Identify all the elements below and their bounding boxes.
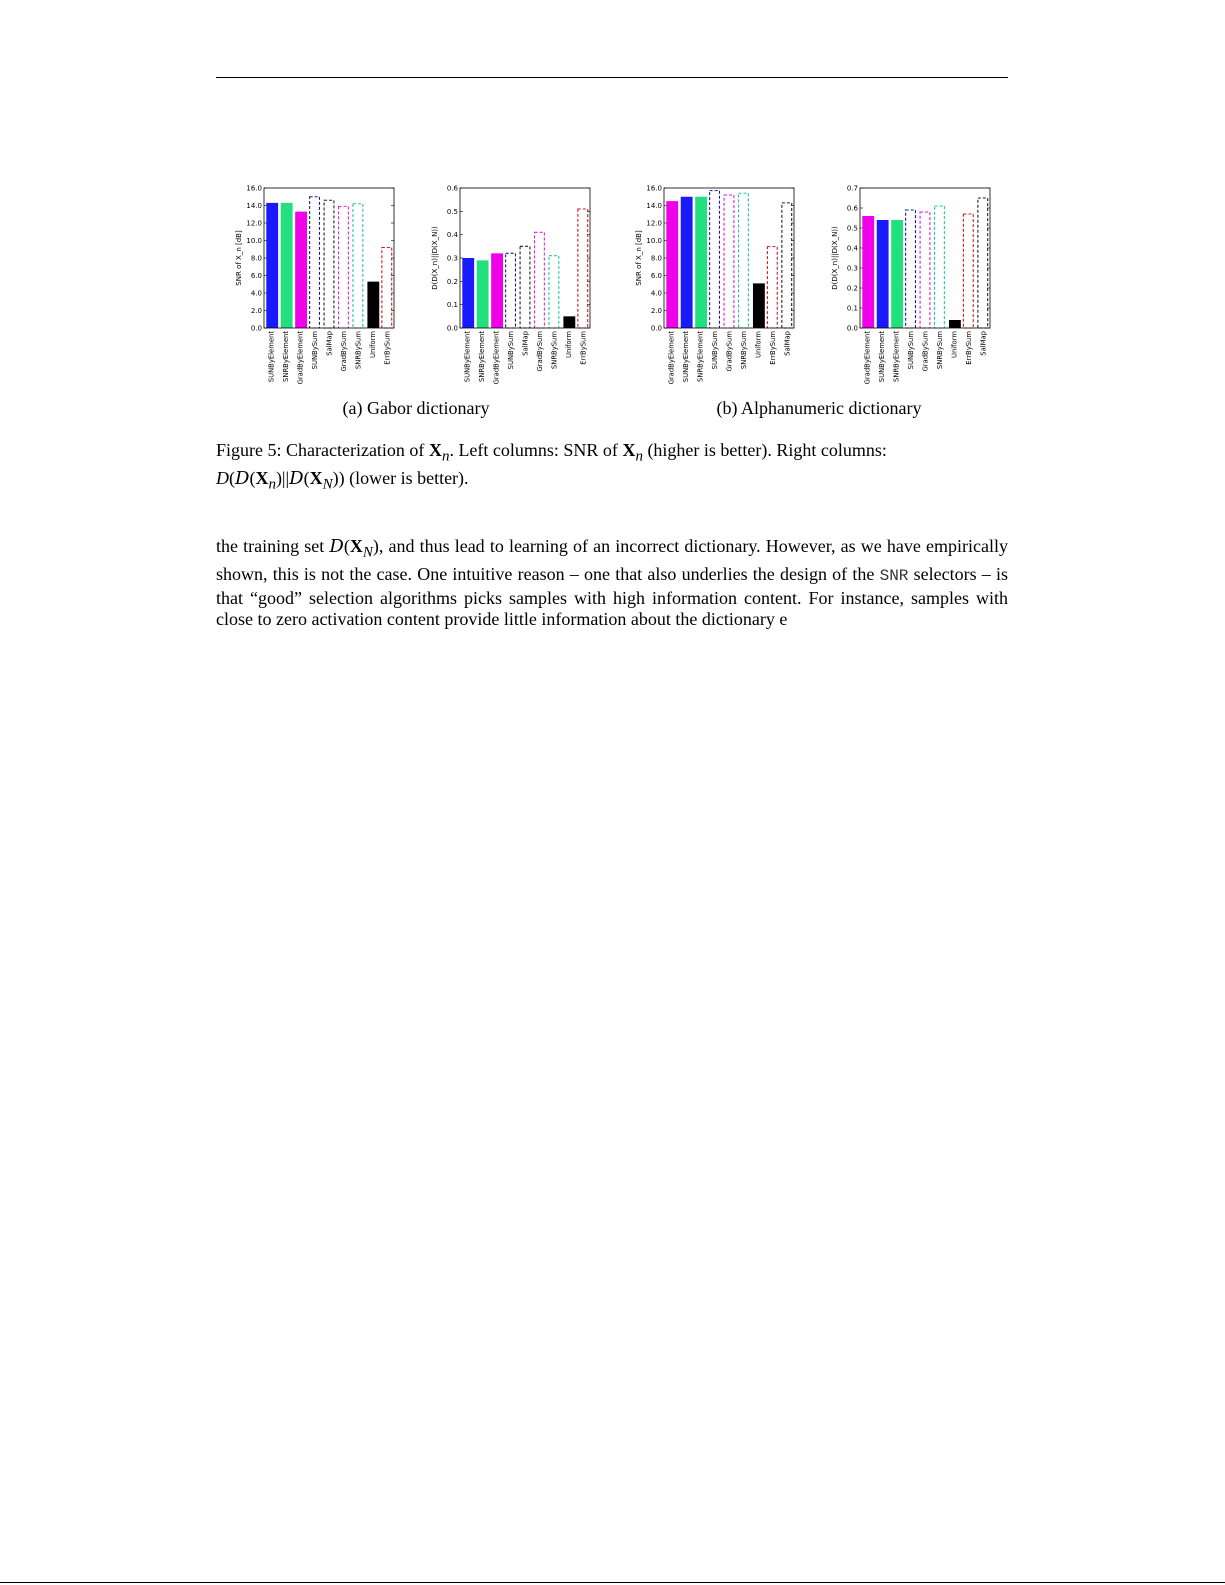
bar-snrbyelement: [281, 203, 293, 328]
y-tick-label: 0.5: [846, 224, 858, 233]
x-tick-label-snrbyelement: SNRByElement: [696, 331, 705, 382]
caption-math-cald2: D: [289, 467, 304, 489]
x-tick-label-sunbyelement: SUNByElement: [682, 331, 691, 383]
bar-sunbyelement: [462, 258, 474, 328]
bar-gradbyelement: [666, 201, 678, 328]
bar-uniform: [949, 320, 961, 328]
x-tick-label-salmap: SalMap: [325, 331, 334, 356]
y-tick-label: 0.4: [846, 244, 858, 253]
bar-snrbyelement: [695, 197, 707, 328]
x-tick-label-sunbysum: SUNBySum: [507, 331, 516, 370]
x-tick-label-gradbysum: GradBySum: [921, 331, 930, 372]
x-tick-label-gradbyelement: GradByElement: [492, 331, 501, 385]
caption-math-x: X: [428, 440, 442, 460]
x-tick-label-snrbyelement: SNRByElement: [892, 331, 901, 382]
subcaption-b: (b) Alphanumeric dictionary: [716, 398, 922, 418]
x-tick-label-gradbyelement: GradByElement: [667, 331, 676, 385]
caption-text-1: Characterization of: [286, 440, 425, 460]
y-tick-label: 0.5: [446, 207, 458, 216]
bar-snrbysum: [739, 193, 749, 328]
x-tick-label-snrbysum: SNRBySum: [354, 331, 363, 370]
body-math-cald: D: [329, 536, 344, 557]
caption-text-4: (lower is better).: [349, 467, 469, 488]
bar-sunbyelement: [681, 197, 693, 328]
y-tick-label: 2.0: [250, 307, 262, 315]
y-tick-label: 0.0: [446, 324, 458, 333]
y-tick-label: 0.6: [846, 204, 858, 213]
body-text-3: selectors – is that “good” selection algorithms picks samples with high information content. For instance, samples with close to zero activation content provide little information about the dictionary e: [216, 564, 1009, 630]
x-tick-label-snrbyelement: SNRByElement: [282, 331, 291, 382]
y-axis-label: D(D(X_n)||D(X_N)): [831, 226, 839, 290]
bar-errbysum: [767, 247, 777, 328]
x-tick-label-sunbysum: SUNBySum: [711, 331, 720, 370]
bar-sunbyelement: [266, 203, 278, 328]
x-tick-label-uniform: Uniform: [754, 331, 763, 359]
subcaption-a: (a) Gabor dictionary: [342, 398, 490, 418]
x-tick-label-errbysum: ErrBySum: [579, 331, 588, 365]
bar-snrbyelement: [477, 260, 489, 328]
y-tick-label: 0.4: [446, 231, 458, 240]
x-tick-label-sunbysum: SUNBySum: [907, 331, 916, 370]
bar-gradbyelement: [295, 212, 307, 328]
chart-gabor-snr: [232, 178, 422, 400]
y-tick-label: 0.3: [446, 254, 458, 263]
y-tick-label: 6.0: [250, 272, 262, 280]
y-tick-label: 0.0: [846, 324, 858, 333]
y-tick-label: 16.0: [646, 184, 662, 193]
x-tick-label-snrbysum: SNRBySum: [550, 331, 559, 370]
body-math-x: X: [349, 536, 363, 556]
y-tick-label: 10.0: [646, 237, 662, 245]
bar-snrbysum: [549, 256, 559, 328]
x-tick-label-errbysum: ErrBySum: [383, 331, 392, 365]
y-axis-label: D(D(X_n)||D(X_N)): [431, 226, 439, 290]
bar-gradbysum: [920, 212, 930, 328]
y-tick-label: 8.0: [650, 254, 662, 263]
caption-math-bign: N: [322, 476, 333, 493]
bar-snrbysum: [353, 204, 363, 328]
x-tick-label-gradbyelement: GradByElement: [863, 331, 872, 385]
header-rule: [216, 77, 1008, 78]
body-text-2: , and thus lead to learning of an incorrect dictionary. However, as we have empirically shown, this is not the case. One intuitive reason – one that also underlies the design of the: [216, 536, 1008, 585]
y-axis-label: SNR of X_n [dB]: [635, 230, 643, 286]
caption-math-x4: X: [309, 467, 323, 488]
x-tick-label-gradbyelement: GradByElement: [296, 331, 305, 385]
caption-math-x2: X: [622, 440, 636, 460]
body-paragraph: the training set $D(X_N)$, and thus lead to learning of an incorrect dictionary. However, as we have empirically shown, this is not the case. One intuitive reason – one that also underlies the design of the SNR selectors – is that “good” selection algorithms picks samples with high information content. For instance, samples with close to zero activation content provide little information about the dictionary e: [216, 536, 1009, 630]
x-tick-label-gradbysum: GradBySum: [535, 331, 544, 372]
body-snr-mono: SNR: [879, 567, 909, 586]
x-tick-label-uniform: Uniform: [368, 331, 377, 359]
x-tick-label-uniform: Uniform: [950, 331, 959, 359]
x-tick-label-snrbysum: SNRBySum: [935, 331, 944, 370]
y-tick-label: 0.1: [446, 301, 458, 310]
bar-errbysum: [382, 248, 392, 329]
y-tick-label: 2.0: [650, 307, 662, 315]
y-tick-label: 14.0: [246, 202, 262, 210]
chart-alnum-divergence: [828, 178, 1018, 400]
bar-gradbysum: [535, 232, 545, 328]
y-tick-label: 0.3: [846, 264, 858, 273]
x-tick-label-sunbyelement: SUNByElement: [267, 331, 276, 383]
bar-gradbysum: [724, 195, 734, 328]
y-tick-label: 8.0: [250, 254, 262, 263]
bar-uniform: [753, 283, 765, 328]
caption-text-2: . Left columns: SNR of: [449, 440, 618, 460]
x-tick-label-uniform: Uniform: [564, 331, 573, 359]
bar-sunbysum: [310, 197, 320, 328]
bar-gradbyelement: [862, 216, 874, 328]
bar-salmap: [782, 203, 792, 328]
y-tick-label: 12.0: [646, 219, 662, 228]
bar-snrbyelement: [891, 220, 903, 328]
x-tick-label-gradbysum: GradBySum: [725, 331, 734, 372]
y-tick-label: 0.7: [846, 184, 858, 193]
x-tick-label-errbysum: ErrBySum: [964, 331, 973, 365]
y-tick-label: 12.0: [246, 219, 262, 228]
y-tick-label: 4.0: [250, 289, 262, 298]
bar-uniform: [563, 316, 575, 328]
bar-sunbyelement: [877, 220, 889, 328]
caption-math-d: D: [216, 467, 229, 488]
y-tick-label: 10.0: [246, 237, 262, 245]
bar-errbysum: [578, 209, 588, 328]
x-tick-label-snrbysum: SNRBySum: [739, 331, 748, 370]
bar-salmap: [978, 198, 988, 328]
bar-errbysum: [963, 214, 973, 328]
bar-salmap: [520, 246, 530, 328]
x-tick-label-snrbyelement: SNRByElement: [478, 331, 487, 382]
bar-gradbyelement: [491, 253, 503, 328]
x-tick-label-salmap: SalMap: [783, 331, 792, 356]
caption-math-x3: X: [255, 467, 269, 488]
x-tick-label-sunbyelement: SUNByElement: [463, 331, 472, 383]
footer-rule: [0, 1582, 1225, 1583]
y-axis-label: SNR of X_n [dB]: [235, 230, 243, 286]
x-tick-label-sunbysum: SUNBySum: [311, 331, 320, 370]
caption-math-cald: D: [235, 467, 250, 489]
bar-salmap: [324, 200, 334, 328]
x-tick-label-sunbyelement: SUNByElement: [878, 331, 887, 383]
x-tick-label-gradbysum: GradBySum: [339, 331, 348, 372]
chart-alnum-snr: [632, 178, 822, 400]
y-tick-label: 0.0: [250, 324, 262, 333]
caption-label: Figure 5:: [216, 440, 282, 460]
caption-math-n2: n: [635, 448, 643, 465]
bar-sunbysum: [710, 191, 720, 328]
y-tick-label: 0.6: [446, 184, 458, 193]
caption-math-n3: n: [268, 476, 276, 493]
caption-math-n: n: [441, 448, 450, 465]
x-tick-label-errbysum: ErrBySum: [768, 331, 777, 365]
x-tick-label-salmap: SalMap: [521, 331, 530, 356]
bar-sunbysum: [906, 210, 916, 328]
y-tick-label: 6.0: [650, 272, 662, 280]
bar-gradbysum: [339, 206, 349, 328]
bar-sunbysum: [506, 253, 516, 328]
y-tick-label: 14.0: [646, 202, 662, 210]
x-tick-label-salmap: SalMap: [979, 331, 988, 356]
chart-gabor-divergence: [428, 178, 618, 400]
y-tick-label: 0.2: [446, 277, 458, 286]
y-tick-label: 0.1: [846, 304, 858, 313]
figure-caption: Figure 5: Characterization of $X_n$. Left columns: SNR of $X_n$ (higher is better). Right columns: $D(D(X_n)||D(X_N))$ (lower is better).: [216, 440, 887, 493]
y-tick-label: 0.2: [846, 284, 858, 293]
body-text-1: the training set: [216, 536, 325, 556]
y-tick-label: 16.0: [246, 184, 262, 193]
y-tick-label: 0.0: [650, 324, 662, 333]
bar-uniform: [367, 282, 379, 328]
bar-snrbysum: [935, 206, 945, 328]
y-tick-label: 4.0: [650, 289, 662, 298]
body-math-bign: N: [362, 544, 373, 561]
caption-text-3: (higher is better). Right columns:: [647, 440, 887, 460]
